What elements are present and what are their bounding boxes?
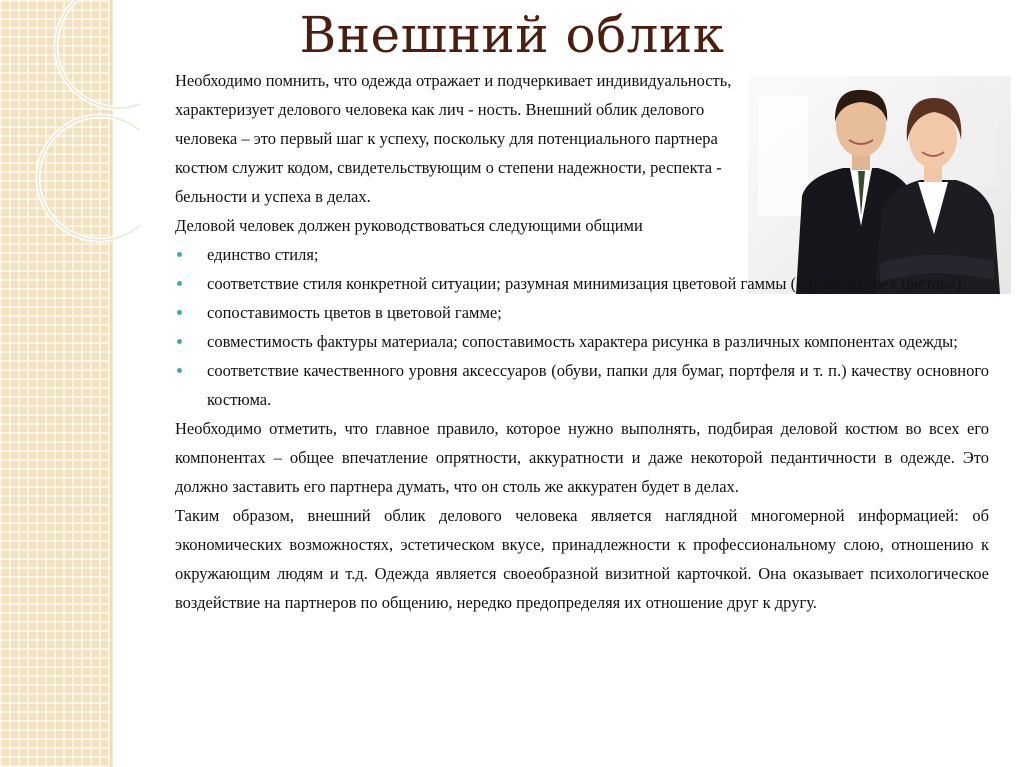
paragraph-conclusion: Таким образом, внешний облик делового человека является наглядной многомерной информацией: об экономических возможностях, эстетическом вкусе, принадлежности к профессиональному слою, отношению к окружающим людям и т.д. Одежда является своеобразной визитной карточкой. Она оказывает психологическое воздействие на партнеров по общению, нередко предопределяя их отношение друг к другу. — [175, 506, 989, 612]
bullet-dot-icon — [177, 368, 182, 373]
rules-intro: Деловой человек должен руководствоваться следующими общими — [175, 216, 643, 235]
paragraph-main-rule: Необходимо отметить, что главное правило, которое нужно выполнять, подбирая деловой костюм во всех его компонентах – общее впечатление опрятности, аккуратности и даже некоторой педантичности в одежде. Это должно заставить его партнера думать, что он столь же аккуратен будет в делах. — [175, 419, 989, 496]
bullet-dot-icon — [177, 339, 182, 344]
bullet-dot-icon — [177, 310, 182, 315]
bullet-dot-icon — [177, 252, 182, 257]
page-title: Внешний облик — [299, 6, 725, 64]
list-item: соответствие качественного уровня аксессуаров (обуви, папки для бумаг, портфеля и т. п.) качеству основного костюма. — [175, 356, 989, 414]
rules-list — [175, 240, 989, 414]
content-text — [175, 66, 989, 617]
list-item: единство стиля; — [175, 240, 989, 269]
list-item: совместимость фактуры материала; сопоставимость характера рисунка в различных компонентах одежды; — [175, 327, 989, 356]
intro-paragraph: Необходимо помнить, что одежда отражает и подчеркивает индивидуальность, характеризует делового человека как лич - ность. Внешний облик делового человека – это первый шаг к успеху, поскольку для потенциального партнера костюм служит кодом, свидетельствующим о степени надежности, респекта - бельности и успеха в делах. — [175, 71, 732, 206]
bullet-dot-icon — [177, 281, 182, 286]
list-item: соответствие стиля конкретной ситуации; разумная минимизация цветовой гаммы («правило трех цветов»); — [175, 269, 989, 298]
list-item: сопоставимость цветов в цветовой гамме; — [175, 298, 989, 327]
